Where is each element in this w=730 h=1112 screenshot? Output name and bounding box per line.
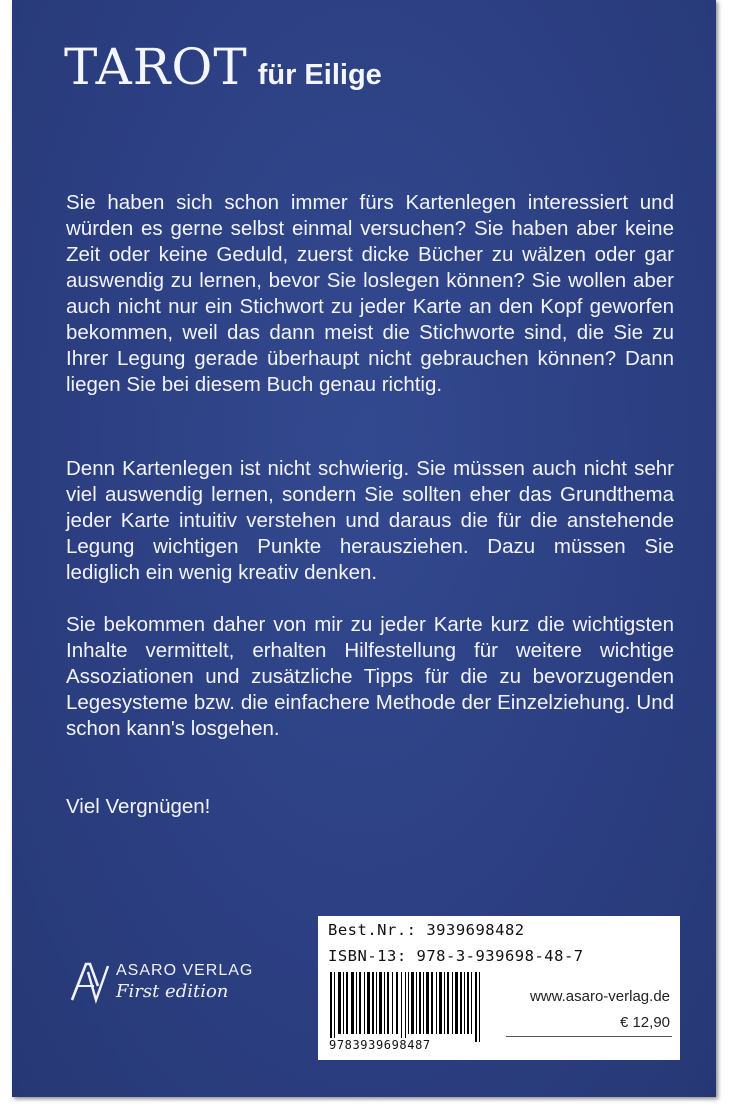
order-number: Best.Nr.: 3939698482 <box>328 921 525 939</box>
title-main: TAROT <box>64 38 248 96</box>
publisher-edition: First edition <box>116 981 229 1002</box>
av-monogram-icon <box>68 960 110 1004</box>
price-divider <box>506 1036 672 1037</box>
price: € 12,90 <box>619 1014 670 1031</box>
title-subtitle: für Eilige <box>257 59 382 91</box>
publisher-name: ASARO VERLAG <box>116 962 254 979</box>
blurb-paragraph-2: Denn Kartenlegen ist nicht schwierig. Sie müssen auch nicht sehr viel auswendig lernen, sondern Sie sollten eher das Grundthema jeder Karte intuitiv verstehen und daraus die für die anstehende Legung wichtigen Punkte herausziehen. Dazu müssen Sie lediglich ein wenig kreativ denken. <box>66 457 674 584</box>
publisher-block <box>68 960 253 1004</box>
barcode-bars <box>328 972 488 1042</box>
closing-line: Viel Vergnügen! <box>66 795 211 818</box>
isbn: ISBN-13: 978-3-939698-48-7 <box>328 947 584 965</box>
blurb-paragraph-3: Sie bekommen daher von mir zu jeder Karte kurz die wichtigsten Inhalte vermittelt, erhalten Hilfestellung für weitere wichtige Assoziationen und zusätzliche Tipps für die zu bevorzugenden Legesysteme bzw. die einfachere Methode der Einzelziehung. Und schon kann's losgehen. <box>66 613 674 740</box>
barcode-digits: 9783939698487 <box>329 1038 431 1052</box>
blurb-paragraph-1: Sie haben sich schon immer fürs Kartenlegen interessiert und würden es gerne selbst einmal versuchen? Sie haben aber keine Zeit oder keine Geduld, zuerst dicke Bücher zu wälzen oder gar auswendig zu lernen, bevor Sie loslegen können? Sie wollen aber auch nicht nur ein Stichwort zu jeder Karte an den Kopf geworfen bekommen, weil das dann meist die Stichworte sind, die Sie zu Ihrer Legung gerade überhaupt nicht gebrauchen können? Dann liegen Sie bei diesem Buch genau richtig. <box>66 191 674 396</box>
book-back-cover <box>12 0 716 1097</box>
publisher-website: www.asaro-verlag.de <box>529 988 670 1005</box>
product-label <box>318 916 680 1060</box>
barcode <box>328 972 488 1054</box>
book-title <box>64 38 382 96</box>
